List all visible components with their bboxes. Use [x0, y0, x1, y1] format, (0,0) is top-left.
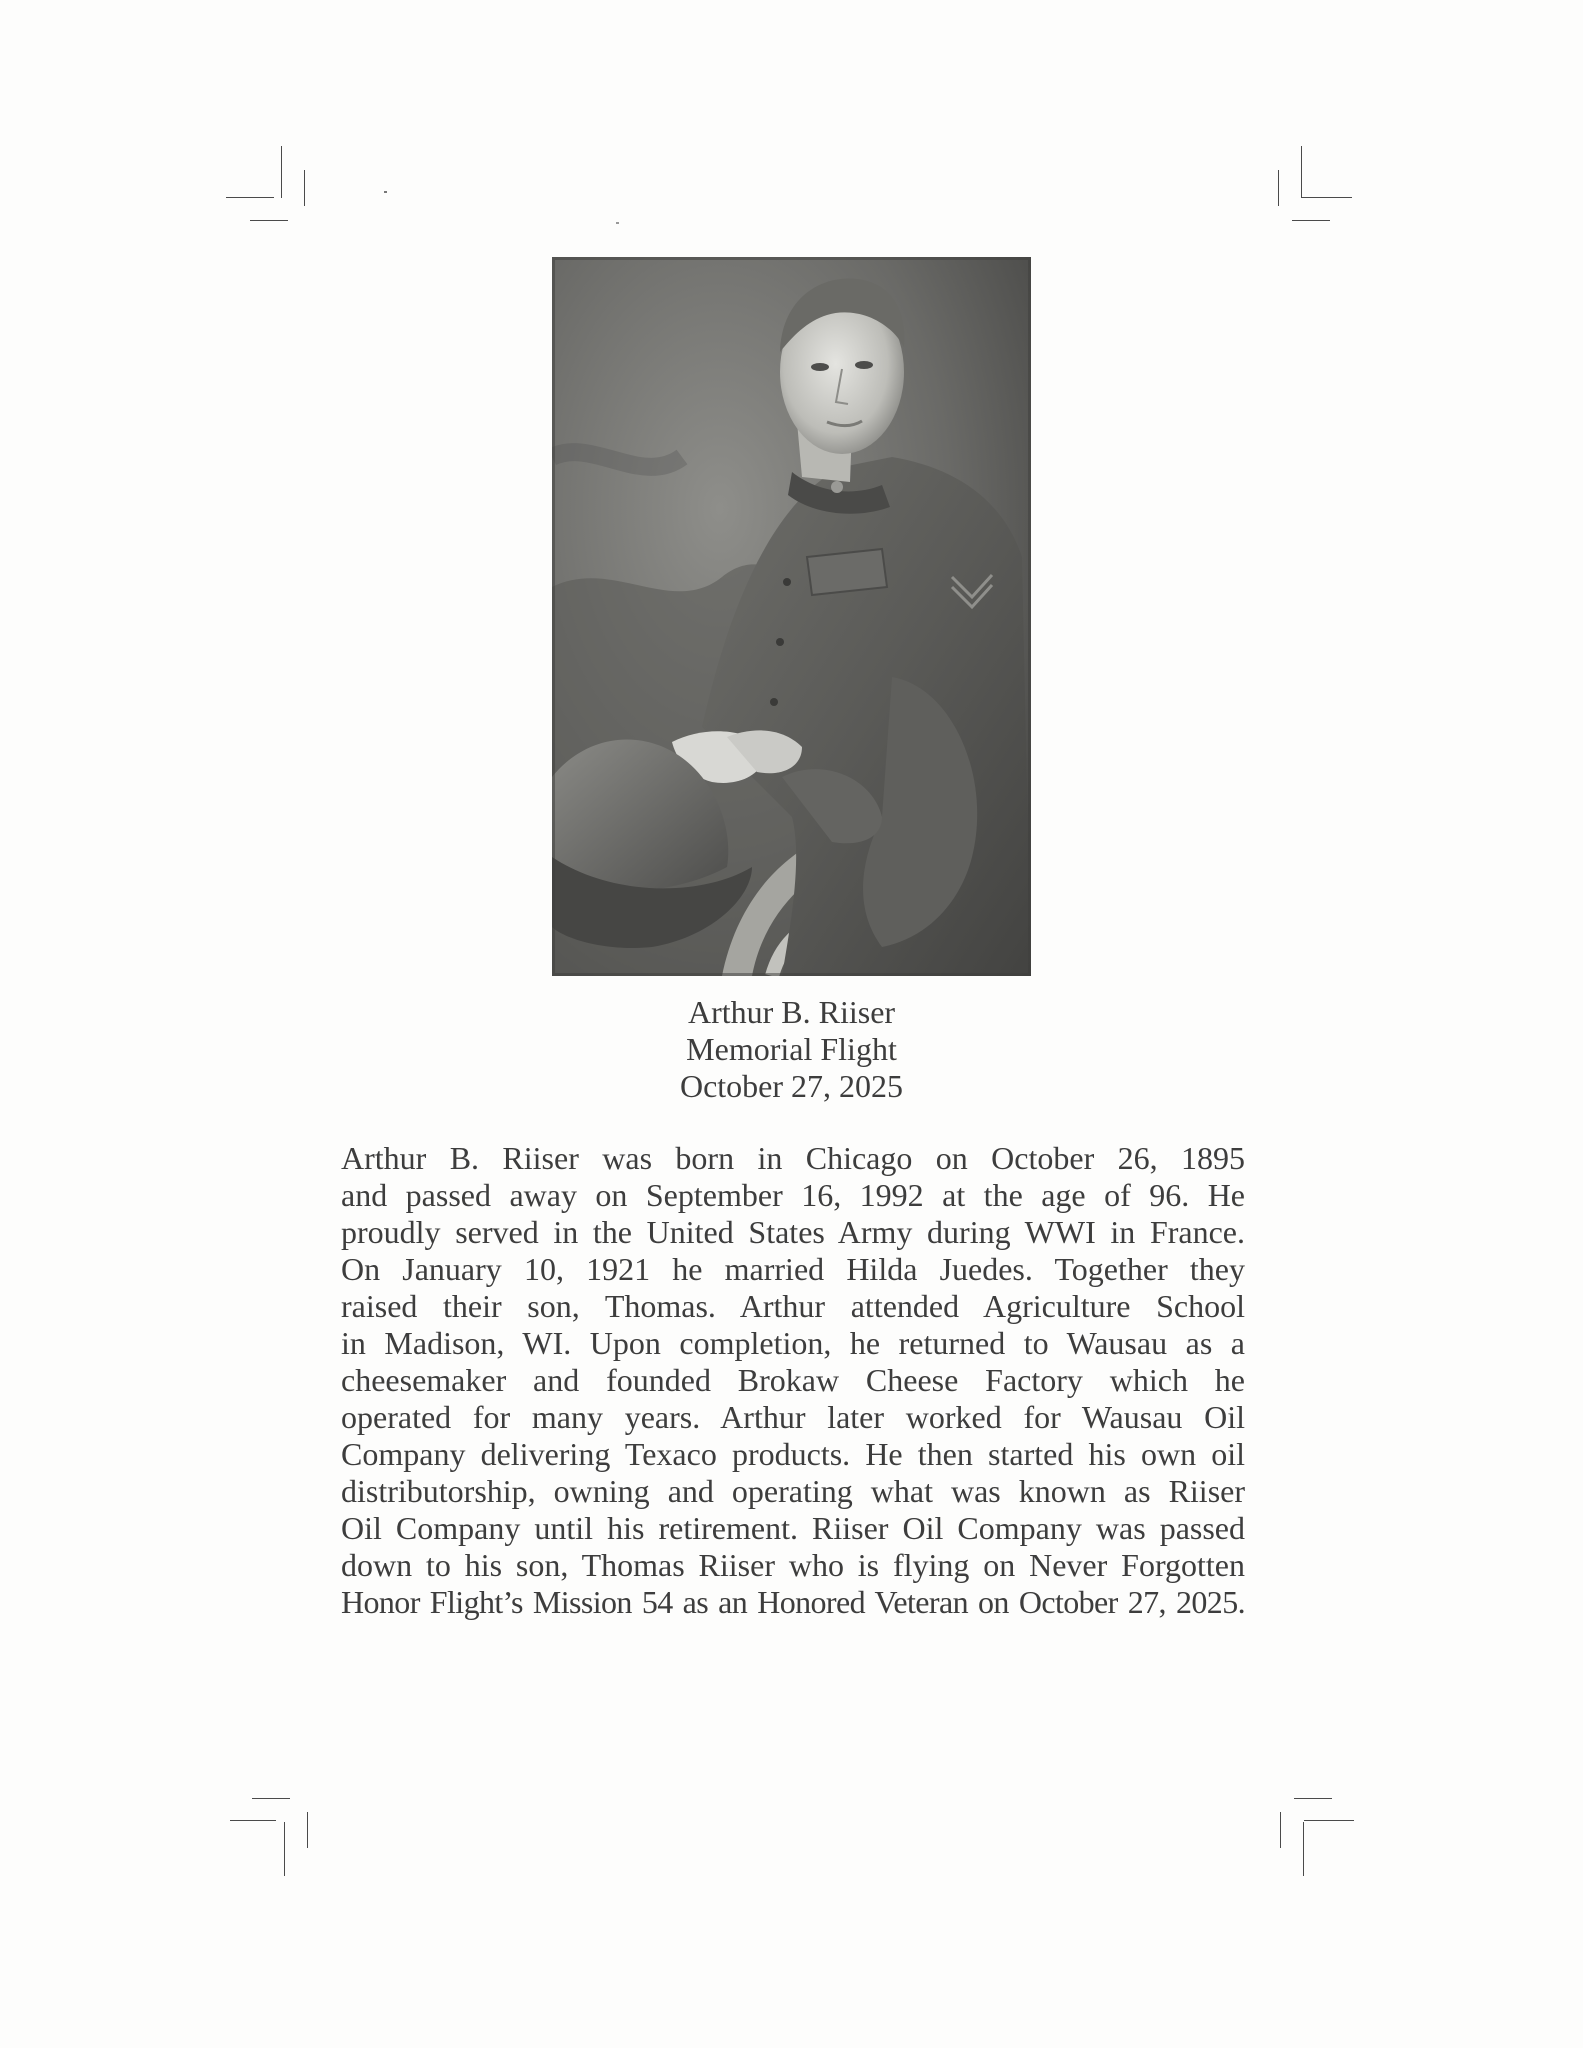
- crop-mark-bottom-right-h2: [1304, 1820, 1354, 1821]
- biography-line: and passed away on September 16, 1992 at the age of 96. He: [341, 1177, 1245, 1213]
- crop-mark-bottom-right-v2: [1303, 1822, 1304, 1876]
- crop-mark-bottom-left-v1: [284, 1822, 285, 1876]
- crop-mark-top-left-h2: [250, 220, 288, 221]
- biography-line: cheesemaker and founded Brokaw Cheese Factory which he: [341, 1362, 1245, 1398]
- crop-mark-top-left-v1: [281, 146, 282, 198]
- crop-mark-bottom-right-v1: [1280, 1812, 1281, 1848]
- crop-mark-bottom-left-v2: [307, 1812, 308, 1848]
- dust-speck: [616, 222, 619, 224]
- crop-mark-bottom-right-h1: [1294, 1798, 1332, 1799]
- crop-mark-top-right-v1: [1278, 170, 1279, 206]
- biography-line: Oil Company until his retirement. Riiser Oil Company was passed: [341, 1510, 1245, 1546]
- crop-mark-top-left-v2: [304, 170, 305, 206]
- crop-mark-top-right-h2: [1292, 220, 1330, 221]
- biography-line: Honor Flight’s Mission 54 as an Honored Veteran on October 27, 2025.: [341, 1584, 1245, 1620]
- crop-mark-top-right-h1: [1302, 197, 1352, 198]
- dust-speck: [384, 191, 387, 193]
- biography-line: proudly served in the United States Army during WWI in France.: [341, 1214, 1245, 1250]
- portrait-photo: [552, 257, 1031, 976]
- crop-mark-bottom-left-h1: [252, 1798, 290, 1799]
- biography-paragraph: [341, 1140, 1245, 1621]
- biography-line: Arthur B. Riiser was born in Chicago on October 26, 1895: [341, 1140, 1245, 1176]
- biography-line: raised their son, Thomas. Arthur attended Agriculture School: [341, 1288, 1245, 1324]
- crop-mark-top-right-v2: [1301, 146, 1302, 198]
- biography-line: down to his son, Thomas Riiser who is flying on Never Forgotten: [341, 1547, 1245, 1583]
- biography-line: distributorship, owning and operating what was known as Riiser: [341, 1473, 1245, 1509]
- biography-line: Company delivering Texaco products. He then started his own oil: [341, 1436, 1245, 1472]
- biography-line: operated for many years. Arthur later worked for Wausau Oil: [341, 1399, 1245, 1435]
- crop-mark-bottom-left-h2: [230, 1820, 276, 1821]
- biography-line: On January 10, 1921 he married Hilda Juedes. Together they: [341, 1251, 1245, 1287]
- portrait-illustration: [552, 257, 1031, 976]
- caption-name: Arthur B. Riiser: [687, 994, 896, 1030]
- photo-caption: [552, 994, 1031, 1105]
- caption-event: Memorial Flight: [686, 1031, 897, 1067]
- crop-mark-top-left-h1: [226, 197, 274, 198]
- biography-line: in Madison, WI. Upon completion, he returned to Wausau as a: [341, 1325, 1245, 1361]
- caption-date: October 27, 2025: [679, 1068, 904, 1104]
